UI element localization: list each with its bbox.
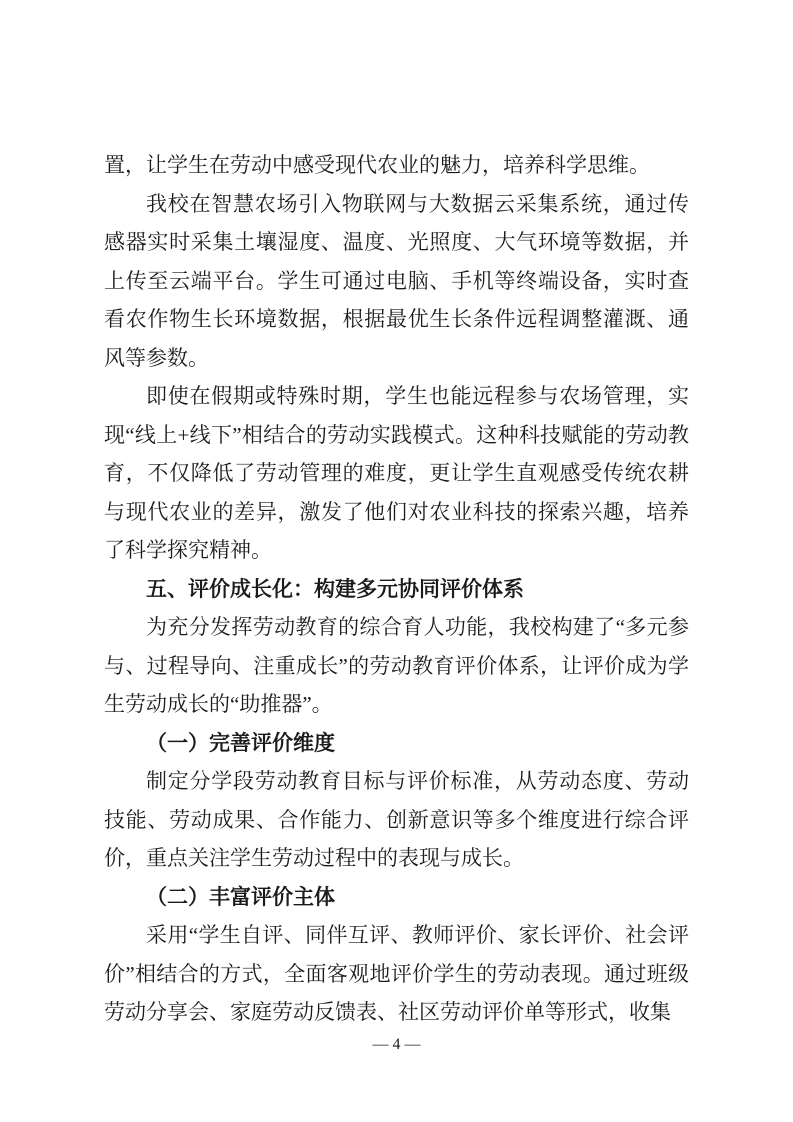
paragraph: 采用“学生自评、同伴互评、教师评价、家长评价、社会评价”相结合的方式，全面客观地评价学生的劳动表现。通过班级劳动分享会、家庭劳动反馈表、社区劳动评价单等形式，收集 <box>104 923 689 1024</box>
paragraph: 即使在假期或特殊时期，学生也能远程参与农场管理，实现“线上+线下”相结合的劳动实践模式。这种科技赋能的劳动教育，不仅降低了劳动管理的难度，更让学生直观感受传统农耕与现代农业的差异，激发了他们对农业科技的探索兴趣，培养了科学探究精神。 <box>104 384 689 562</box>
paragraph: 为充分发挥劳动教育的综合育人功能，我校构建了“多元参与、过程导向、注重成长”的劳动教育评价体系，让评价成为学生劳动成长的“助推器”。 <box>104 615 689 716</box>
page-number: — 4 — <box>372 1036 421 1053</box>
subsection-heading: （二）丰富评价主体 <box>146 884 335 909</box>
paragraph: 制定分学段劳动教育目标与评价标准，从劳动态度、劳动技能、劳动成果、合作能力、创新意识等多个维度进行综合评价，重点关注学生劳动过程中的表现与成长。 <box>104 769 689 870</box>
section-heading: 五、评价成长化：构建多元协同评价体系 <box>146 576 524 601</box>
continuation-paragraph: 置，让学生在劳动中感受现代农业的魅力，培养科学思维。 <box>104 153 650 177</box>
subsection-heading: （一）完善评价维度 <box>146 730 335 755</box>
paragraph: 我校在智慧农场引入物联网与大数据云采集系统，通过传感器实时采集土壤湿度、温度、光照度、大气环境等数据，并上传至云端平台。学生可通过电脑、手机等终端设备，实时查看农作物生长环境数据，根据最优生长条件远程调整灌溉、通风等参数。 <box>104 191 689 370</box>
